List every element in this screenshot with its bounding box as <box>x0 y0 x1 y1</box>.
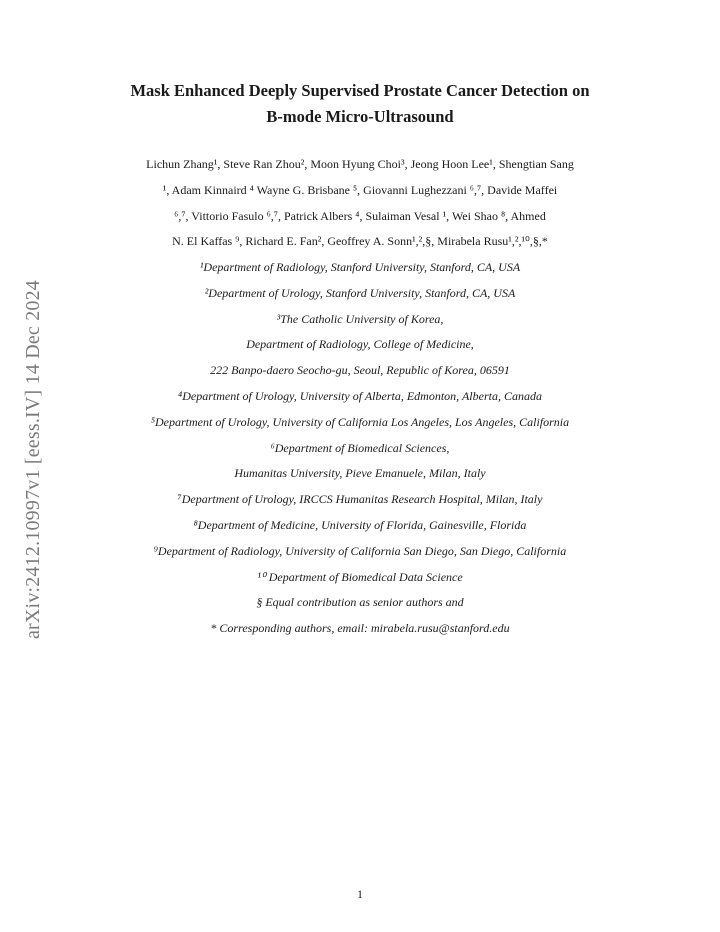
page-number: 1 <box>357 887 363 901</box>
paper-title-line: B-mode Micro-Ultrasound <box>266 107 454 126</box>
affiliation-line: ⁵Department of Urology, University of California Los Angeles, Los Angeles, California <box>150 414 570 429</box>
affiliation-line: ⁹Department of Radiology, University of California San Diego, San Diego, California <box>153 543 567 558</box>
paper-title-line: Mask Enhanced Deeply Supervised Prostate Cancer Detection on <box>130 81 590 100</box>
author-line: ¹, Adam Kinnaird ⁴ Wayne G. Brisbane ⁵, Giovanni Lughezzani ⁶,⁷, Davide Maffei <box>162 182 558 197</box>
paper-title <box>60 78 660 130</box>
affiliation-line: § Equal contribution as senior authors and <box>256 595 464 610</box>
affiliation-line: ⁶Department of Biomedical Sciences, <box>270 440 450 455</box>
arxiv-identifier <box>12 246 56 672</box>
author-line: Lichun Zhang¹, Steve Ran Zhou², Moon Hyung Choi³, Jeong Hoon Lee¹, Shengtian Sang <box>146 157 574 171</box>
affiliation-line: ⁴Department of Urology, University of Alberta, Edmonton, Alberta, Canada <box>178 388 542 403</box>
affiliation-line: ⁸Department of Medicine, University of Florida, Gainesville, Florida <box>193 517 527 532</box>
affiliation-line: Humanitas University, Pieve Emanuele, Milan, Italy <box>234 466 486 481</box>
affiliation-line: ²Department of Urology, Stanford University, Stanford, CA, USA <box>204 285 516 300</box>
affiliation-line: Department of Radiology, College of Medicine, <box>246 337 474 352</box>
arxiv-identifier-text: arXiv:2412.10997v1 [eess.IV] 14 Dec 2024 <box>22 279 45 639</box>
affiliation-line: ⁷Department of Urology, IRCCS Humanitas Research Hospital, Milan, Italy <box>177 492 543 507</box>
affiliation-line: ¹Department of Radiology, Stanford University, Stanford, CA, USA <box>199 260 521 274</box>
corresponding-author-line: * Corresponding authors, email: mirabela.rusu@stanford.edu <box>210 621 510 636</box>
author-line: ⁶,⁷, Vittorio Fasulo ⁶,⁷, Patrick Albers ⁴, Sulaiman Vesal ¹, Wei Shao ⁸, Ahmed <box>174 208 546 223</box>
affiliation-line: 222 Banpo-daero Seocho-gu, Seoul, Republic of Korea, 06591 <box>210 363 510 378</box>
affiliation-line: ³The Catholic University of Korea, <box>276 311 444 326</box>
author-line: N. El Kaffas ⁹, Richard E. Fan², Geoffrey A. Sonn¹,²,§, Mirabela Rusu¹,²,¹⁰,§,* <box>172 234 548 249</box>
affiliation-list <box>60 255 660 642</box>
author-list <box>70 152 650 255</box>
affiliation-line: ¹⁰ Department of Biomedical Data Science <box>257 569 463 584</box>
